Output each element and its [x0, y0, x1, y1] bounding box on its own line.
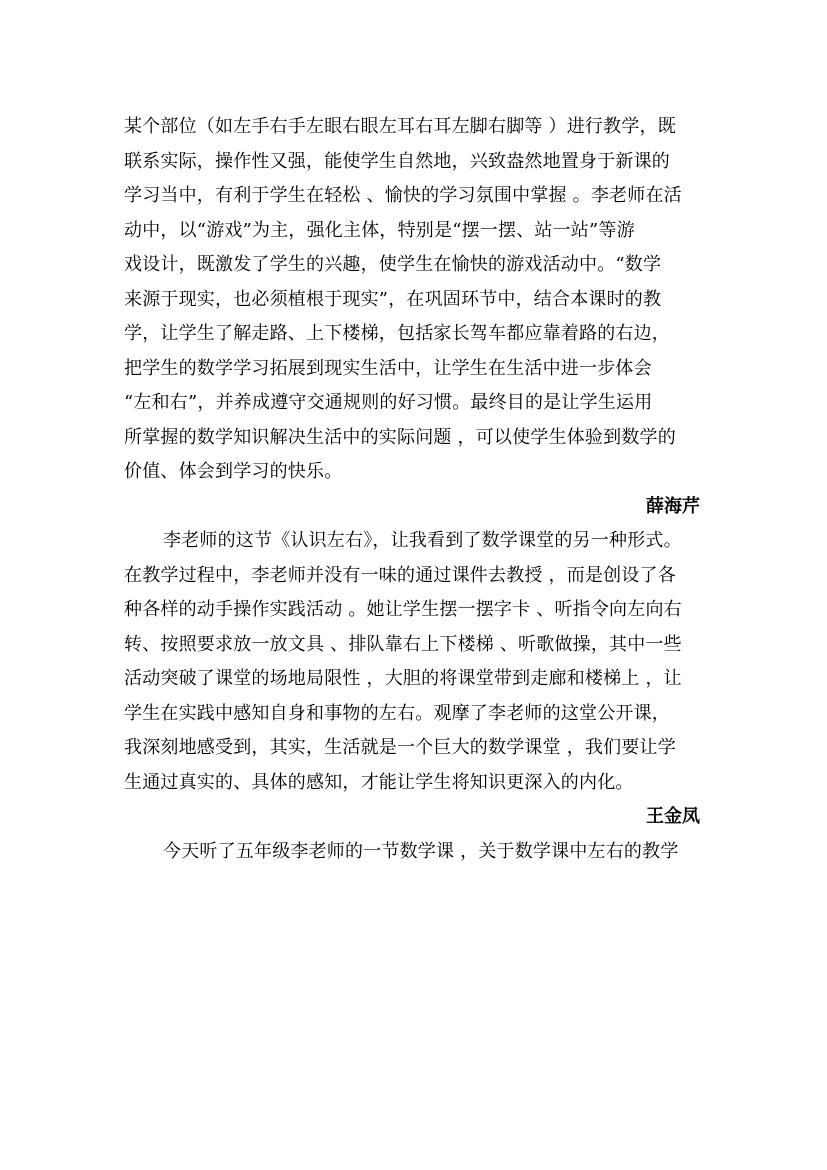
text-line: 动中，以“游戏”为主，强化主体，特别是“摆一摆、站一站”等游	[124, 219, 635, 241]
text-line: 转、按照要求放一放文具 、排队靠右上下楼梯 、听歌做操，其中一些	[124, 633, 682, 655]
text-line: 价值、体会到学习的快乐。	[124, 461, 343, 482]
text-line: 联系实际，操作性又强，能使学生自然地，兴致盎然地置身于新课的	[124, 150, 670, 172]
text-line: 活动突破了课堂的场地局限性 ，大胆的将课堂带到走廊和楼梯上 ，让	[124, 668, 682, 689]
text-line: 把学生的数学学习拓展到现实生活中，让学生在生活中进一步体会	[124, 357, 652, 379]
paragraph-reflection-2	[124, 524, 714, 800]
text-line: 来源于现实，也必须植根于现实”，在巩固环节中，结合本课时的教	[124, 288, 662, 310]
document-body	[124, 110, 714, 869]
text-line: 种各样的动手操作实践活动 。她让学生摆一摆字卡 、听指令向左向右	[124, 599, 682, 620]
text-line: 学，让学生了解走路、上下楼梯，包括家长驾车都应靠着路的右边，	[124, 323, 670, 344]
paragraph-reflection-1	[124, 110, 714, 490]
text-line: 学生在实践中感知自身和事物的左右。观摩了李老师的这堂公开课，	[124, 702, 670, 724]
text-line: 我深刻地感受到，其实，生活就是一个巨大的数学课堂 ，我们要让学	[124, 737, 676, 758]
text-line: 李老师的这节《认识左右》，让我看到了数学课堂的另一种形式。	[163, 530, 682, 551]
text-line: 在教学过程中，李老师并没有一味的通过课件去教授 ，而是创设了各	[124, 564, 676, 586]
text-line: 戏设计，既激发了学生的兴趣，使学生在愉快的游戏活动中。“数学	[124, 254, 662, 275]
paragraph-reflection-3	[124, 835, 714, 870]
author-name: 王金凤	[646, 806, 700, 827]
text-line: 学习当中，有利于学生在轻松 、愉快的学习氛围中掌握 。李老师在活	[124, 185, 682, 206]
text-line: 某个部位（如左手右手左眼右眼左耳右耳左脚右脚等 ）进行教学，既	[124, 116, 676, 137]
author-name: 薛海芹	[646, 495, 700, 517]
text-line: 今天听了五年级李老师的一节数学课 ，关于数学课中左右的教学	[163, 840, 679, 862]
text-line: 生通过真实的、具体的感知，才能让学生将知识更深入的内化。	[124, 771, 634, 793]
text-line: 所掌握的数学知识解决生活中的实际问题 ，可以使学生体验到数学的	[124, 426, 676, 448]
text-line: “左和右”，并养成遵守交通规则的好习惯。最终目的是让学生运用	[124, 392, 653, 413]
